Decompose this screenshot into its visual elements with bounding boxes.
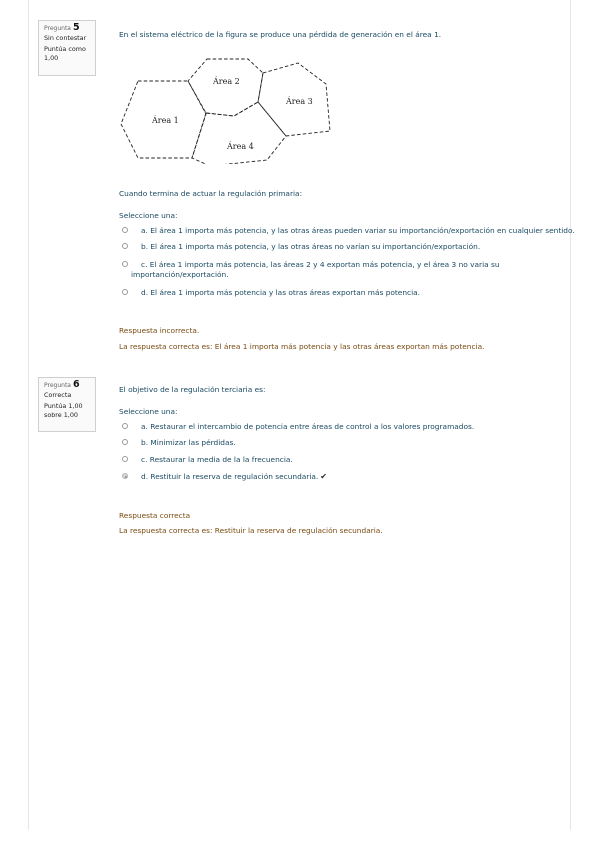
- question-6-feedback-result: Respuesta correcta: [119, 511, 191, 520]
- area-2-label: Área 2: [213, 77, 240, 86]
- option-text: b. Minimizar las pérdidas.: [141, 438, 236, 447]
- check-icon: ✔: [320, 472, 327, 481]
- radio-button[interactable]: [122, 439, 128, 445]
- question-5-select-label: Seleccione una:: [119, 211, 178, 220]
- question-label: Pregunta: [44, 382, 71, 389]
- question-5-info: [38, 20, 96, 76]
- hexagon-areas-figure: [118, 56, 340, 164]
- question-5-prompt: En el sistema eléctrico de la figura se produce una pérdida de generación en el área 1.: [119, 30, 442, 39]
- radio-button[interactable]: [122, 423, 128, 429]
- option-text: b. El área 1 importa más potencia, y las otras áreas no varían su importanción/exportación.: [141, 242, 481, 251]
- area-3-label: Área 3: [286, 97, 313, 106]
- option-text: d. Restituir la reserva de regulación secundaria.: [141, 472, 319, 481]
- question-5-subquestion: Cuando termina de actuar la regulación primaria:: [119, 189, 303, 198]
- option-text: a. Restaurar el intercambio de potencia entre áreas de control a los valores programados.: [141, 422, 475, 431]
- option-text: c. El área 1 importa más potencia, las áreas 2 y 4 exportan más potencia, y el área 3 no varia su importanción/exportación.: [131, 260, 500, 279]
- radio-button[interactable]: [122, 243, 128, 249]
- hexagon-area-4: [192, 102, 286, 164]
- question-5-feedback-result: Respuesta incorrecta.: [119, 326, 200, 335]
- radio-button[interactable]: [122, 289, 128, 295]
- page-border-left: [28, 0, 29, 830]
- page-border-right: [570, 0, 571, 830]
- question-status: Correcta: [44, 390, 72, 399]
- radio-button[interactable]: [122, 227, 128, 233]
- option-text: d. El área 1 importa más potencia y las otras áreas exportan más potencia.: [141, 288, 421, 297]
- area-4-label: Área 4: [227, 142, 254, 151]
- option-text-wrapper: [141, 472, 327, 482]
- question-6-select-label: Seleccione una:: [119, 407, 178, 416]
- option-text: c. Restaurar la media de la la frecuencia.: [141, 455, 293, 464]
- radio-button[interactable]: [122, 456, 128, 462]
- question-6-prompt: El objetivo de la regulación terciaria es:: [119, 385, 266, 394]
- question-6-info: [38, 377, 96, 432]
- area-1-label: Área 1: [152, 116, 179, 125]
- question-score: Puntúa como 1,00: [44, 45, 86, 62]
- question-number: 6: [73, 379, 80, 390]
- question-5-feedback-answer: La respuesta correcta es: El área 1 importa más potencia y las otras áreas exportan más potencia.: [119, 342, 485, 351]
- radio-button[interactable]: [122, 261, 128, 267]
- question-label: Pregunta: [44, 25, 71, 32]
- question-number: 5: [73, 22, 80, 33]
- radio-button-selected[interactable]: [122, 473, 128, 479]
- question-6-feedback-answer: La respuesta correcta es: Restituir la reserva de regulación secundaria.: [119, 526, 383, 535]
- question-score: Puntúa 1,00 sobre 1,00: [44, 402, 83, 419]
- hexagon-area-2: [188, 59, 263, 116]
- option-text: a. El área 1 importa más potencia, y las otras áreas pueden variar su importanción/exportación en cualquier sentido.: [141, 226, 575, 235]
- question-status: Sin contestar: [44, 33, 87, 42]
